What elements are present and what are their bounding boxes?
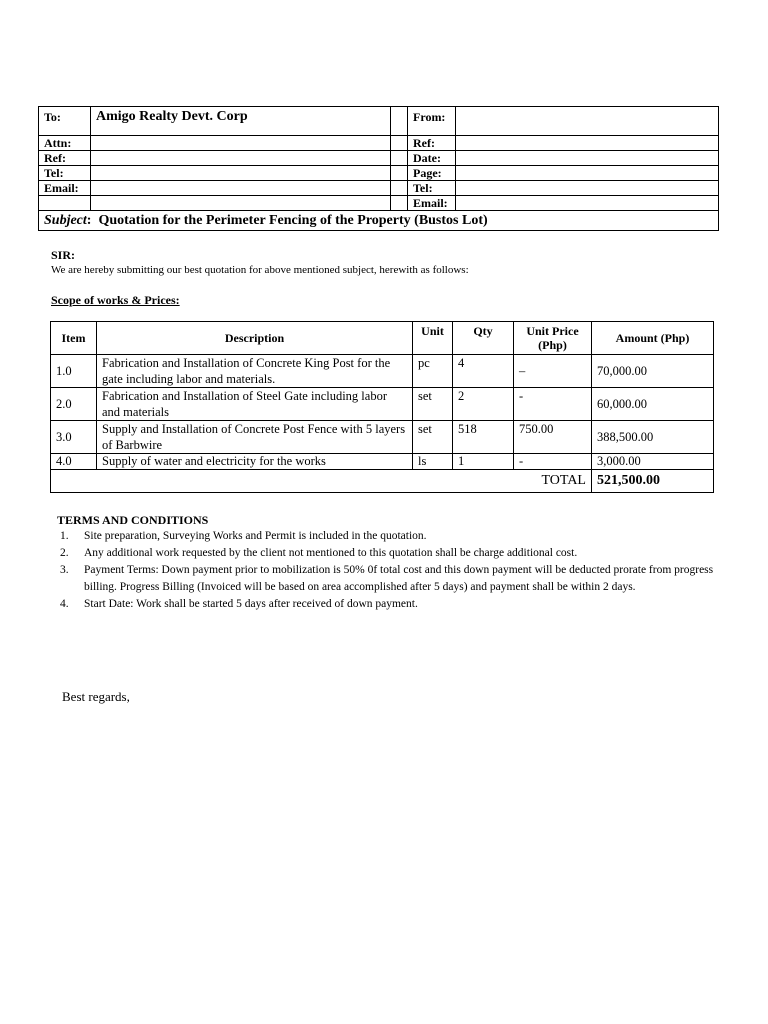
blank-label-left	[39, 196, 91, 211]
subject-colon: :	[86, 212, 92, 228]
total-value: 521,500.00	[592, 470, 714, 493]
from-label: From:	[408, 107, 456, 136]
term-text: Payment Terms: Down payment prior to mobilization is 50% 0f total cost and this down payment will be deducted prorate from progress billing. Progress Billing (Invoiced will be based on area accomplished after 5 days) and payment shall be within 2 days.	[84, 564, 714, 593]
header-row	[39, 181, 719, 196]
greeting: SIR:	[51, 248, 76, 262]
header-row	[39, 136, 719, 151]
tel-value-right	[456, 181, 719, 196]
blank-value-left	[91, 196, 391, 211]
table-row	[51, 355, 714, 388]
terms-title: TERMS AND CONDITIONS	[57, 513, 209, 527]
email-label-right: Email:	[408, 196, 456, 211]
cell-description: Supply and Installation of Concrete Post Fence with 5 layers of Barbwire	[97, 421, 413, 454]
header-row	[39, 151, 719, 166]
header-spacer-cell	[391, 181, 408, 196]
header-spacer-cell	[391, 151, 408, 166]
cell-amount: 3,000.00	[592, 454, 714, 470]
cell-unit-price: -	[514, 388, 592, 421]
attn-value	[91, 136, 391, 151]
cell-amount: 70,000.00	[592, 355, 714, 388]
col-header-unit: Unit	[413, 322, 453, 355]
subject-row	[39, 211, 719, 231]
email-label-left: Email:	[39, 181, 91, 196]
intro-text: We are hereby submitting our best quotation for above mentioned subject, herewith as follows:	[51, 264, 469, 276]
ref-label-right: Ref:	[408, 136, 456, 151]
cell-unit-price: –	[514, 355, 592, 388]
date-label: Date:	[408, 151, 456, 166]
term-number: 4.	[60, 598, 69, 610]
cell-unit-price: 750.00	[514, 421, 592, 454]
cell-item: 3.0	[51, 421, 97, 454]
cell-item: 2.0	[51, 388, 97, 421]
header-spacer-cell	[391, 107, 408, 136]
to-value: Amigo Realty Devt. Corp	[91, 107, 391, 136]
cell-description: Supply of water and electricity for the works	[97, 454, 413, 470]
header-table	[38, 106, 719, 231]
cell-qty: 1	[453, 454, 514, 470]
header-row	[39, 196, 719, 211]
ref-value-right	[456, 136, 719, 151]
cell-item: 1.0	[51, 355, 97, 388]
from-value	[456, 107, 719, 136]
tel-value-left	[91, 166, 391, 181]
header-spacer-cell	[391, 136, 408, 151]
term-text: Start Date: Work shall be started 5 days after received of down payment.	[84, 598, 418, 610]
subject-text: Quotation for the Perimeter Fencing of the Property (Bustos Lot)	[98, 212, 488, 228]
col-header-qty: Qty	[453, 322, 514, 355]
tel-label-left: Tel:	[39, 166, 91, 181]
term-number: 1.	[60, 530, 69, 542]
col-header-amount: Amount (Php)	[592, 322, 714, 355]
items-table	[50, 321, 714, 493]
cell-unit: set	[413, 388, 453, 421]
header-spacer-cell	[391, 196, 408, 211]
header-row-to	[39, 107, 719, 136]
table-row	[51, 421, 714, 454]
cell-description: Fabrication and Installation of Steel Gate including labor and materials	[97, 388, 413, 421]
cell-unit: pc	[413, 355, 453, 388]
tel-label-right: Tel:	[408, 181, 456, 196]
cell-item: 4.0	[51, 454, 97, 470]
term-number: 2.	[60, 547, 69, 559]
total-row	[51, 470, 714, 493]
subject-label: Subject	[44, 212, 87, 228]
subject-cell	[39, 211, 719, 231]
email-value-left	[91, 181, 391, 196]
term-text: Site preparation, Surveying Works and Permit is included in the quotation.	[84, 530, 427, 542]
closing: Best regards,	[62, 689, 130, 704]
cell-amount: 60,000.00	[592, 388, 714, 421]
cell-unit-price: -	[514, 454, 592, 470]
terms-list	[60, 528, 725, 613]
col-header-item: Item	[51, 322, 97, 355]
list-item	[60, 545, 725, 562]
scope-title: Scope of works & Prices:	[51, 293, 180, 307]
header-row	[39, 166, 719, 181]
list-item	[60, 528, 725, 545]
page-value	[456, 166, 719, 181]
ref-label-left: Ref:	[39, 151, 91, 166]
list-item	[60, 562, 725, 596]
attn-label: Attn:	[39, 136, 91, 151]
cell-qty: 2	[453, 388, 514, 421]
header-spacer-cell	[391, 166, 408, 181]
to-label: To:	[39, 107, 91, 136]
col-header-unit-price: Unit Price (Php)	[514, 322, 592, 355]
total-label: TOTAL	[51, 470, 592, 493]
table-row	[51, 388, 714, 421]
items-header-row	[51, 322, 714, 355]
term-number: 3.	[60, 564, 69, 576]
list-item	[60, 596, 725, 613]
date-value	[456, 151, 719, 166]
page-label: Page:	[408, 166, 456, 181]
cell-qty: 4	[453, 355, 514, 388]
cell-amount: 388,500.00	[592, 421, 714, 454]
email-value-right	[456, 196, 719, 211]
cell-unit: ls	[413, 454, 453, 470]
term-text: Any additional work requested by the client not mentioned to this quotation shall be charge additional cost.	[84, 547, 578, 559]
ref-value-left	[91, 151, 391, 166]
cell-qty: 518	[453, 421, 514, 454]
cell-description: Fabrication and Installation of Concrete King Post for the gate including labor and materials.	[97, 355, 413, 388]
table-row	[51, 454, 714, 470]
col-header-description: Description	[97, 322, 413, 355]
cell-unit: set	[413, 421, 453, 454]
